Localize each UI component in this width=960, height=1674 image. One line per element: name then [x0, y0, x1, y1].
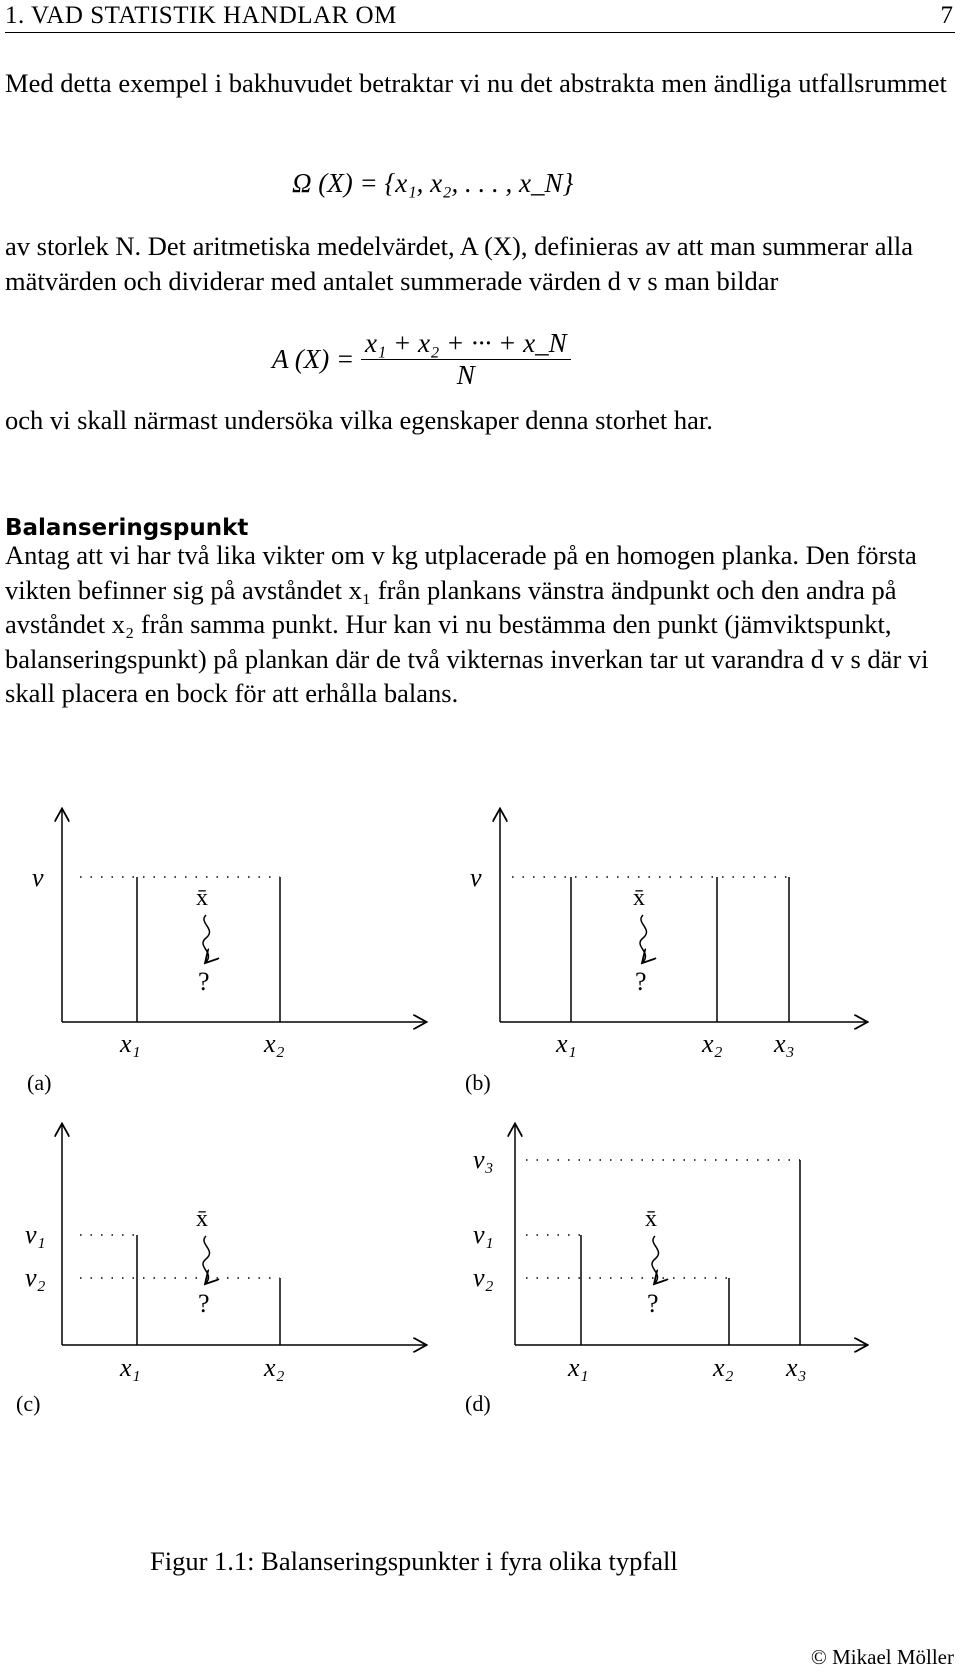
panel-label: (c): [16, 1391, 41, 1416]
x-label: x₁: [120, 1029, 141, 1058]
figure-caption: Figur 1.1: Balanseringspunkter i fyra olika typfall: [150, 1546, 678, 1576]
x-label: x₂: [264, 1029, 285, 1058]
level-label: v₁: [25, 1220, 46, 1249]
question-label: ?: [647, 1289, 659, 1318]
question-label: ?: [198, 967, 210, 996]
mean-label: x̄: [645, 1206, 657, 1232]
x-label: x₂: [702, 1029, 723, 1058]
equation-sample-space: Ω (X) = {x₁, x₂, . . . , x_N}: [292, 168, 574, 198]
squiggle-arrow: [203, 915, 210, 962]
squiggle-arrow: [203, 1236, 210, 1283]
mean-label: x̄: [196, 885, 208, 911]
x-label: x₃: [774, 1029, 795, 1058]
level-label: v₂: [25, 1263, 46, 1292]
question-label: ?: [198, 1289, 210, 1318]
paragraph-intro: Med detta exempel i bakhuvudet betraktar vi nu det abstrakta men ändliga utfallsrummet: [5, 68, 947, 98]
paragraph-properties: och vi skall närmast undersöka vilka egenskaper denna storhet har.: [5, 405, 713, 435]
x-label: x₃: [786, 1353, 807, 1382]
paragraph-balance-point: Antag att vi har två lika vikter om v kg utplacerade på en homogen planka. Den första vikten befinner sig på avståndet x₁ från plankans vänstra ändpunkt och den andra på avståndet x₂ från samma punkt. Hur kan vi nu bestämma den punkt (jämviktspunkt, balanseringspunkt) på plankan där de två vikternas inverkan tar ut varandra d v s där vi skall placera en bock för att erhålla balans.: [5, 540, 929, 708]
page-number: 7: [940, 2, 953, 29]
panel-a: [27, 810, 425, 1095]
level-label: v: [470, 863, 482, 892]
squiggle-arrow: [640, 915, 647, 962]
mean-label: x̄: [633, 885, 645, 911]
x-label: x₁: [120, 1353, 141, 1382]
balance-figure: [0, 790, 960, 1450]
copyright: © Mikael Möller: [810, 1645, 954, 1669]
panel-d: [465, 1125, 866, 1416]
panel-label: (b): [465, 1070, 491, 1095]
x-label: x₂: [264, 1353, 285, 1382]
panel-label: (a): [27, 1070, 52, 1095]
level-label: v₁: [473, 1220, 494, 1249]
equation-fraction: [361, 328, 571, 391]
panel-c: [16, 1125, 425, 1416]
level-label: v₃: [473, 1145, 494, 1174]
question-label: ?: [635, 967, 647, 996]
paragraph-mean-definition: av storlek N. Det aritmetiska medelvärdet, A (X), definieras av att man summerar alla mätvärden och dividerar med antalet summerade värden d v s man bildar: [5, 231, 914, 296]
header-rule: [5, 32, 955, 33]
section-title: Balanseringspunkt: [5, 515, 249, 541]
x-label: x₁: [568, 1353, 589, 1382]
squiggle-arrow: [652, 1236, 659, 1283]
x-label: x₁: [556, 1029, 577, 1058]
x-label: x₂: [713, 1353, 734, 1382]
panel-label: (d): [465, 1391, 491, 1416]
level-label: v: [32, 863, 44, 892]
mean-label: x̄: [196, 1206, 208, 1232]
fraction-numerator: x₁ + x₂ + ··· + x_N: [361, 328, 571, 360]
level-label: v₂: [473, 1263, 494, 1292]
equation-lhs: A (X) =: [272, 344, 355, 374]
panel-b: [465, 810, 866, 1095]
chapter-title: 1. VAD STATISTIK HANDLAR OM: [5, 2, 397, 29]
fraction-denominator: N: [456, 360, 475, 390]
equation-arithmetic-mean: [272, 328, 571, 391]
